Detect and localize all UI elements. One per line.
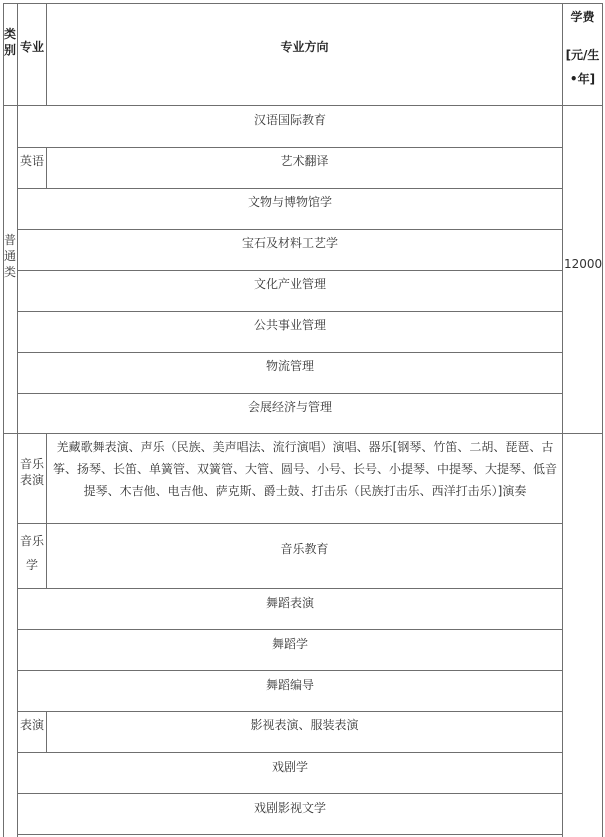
table-right-border <box>602 3 603 837</box>
direction-cell: 舞蹈表演 <box>265 596 314 610</box>
table-left-border <box>3 3 4 837</box>
direction-cell: 音乐教育 <box>280 542 329 556</box>
row-divider <box>17 834 562 835</box>
header-fee-unit-1: [元/生 <box>565 48 600 62</box>
section-divider <box>3 433 603 434</box>
row-divider <box>17 523 562 524</box>
row-divider <box>17 188 562 189</box>
major-performance: 表演 <box>20 718 45 732</box>
direction-cell: 公共事业管理 <box>253 318 326 332</box>
row-divider <box>17 270 562 271</box>
direction-cell: 艺术翻译 <box>280 154 329 168</box>
direction-cell: 会展经济与管理 <box>247 400 332 414</box>
major-english: 英语 <box>20 154 45 168</box>
row-divider <box>17 229 562 230</box>
header-fee-title: 学费 <box>570 10 595 24</box>
header-fee-unit-2: •年] <box>569 72 596 86</box>
direction-cell: 文化产业管理 <box>253 277 326 291</box>
row-divider <box>17 793 562 794</box>
direction-cell: 物流管理 <box>265 359 314 373</box>
row-divider <box>17 670 562 671</box>
row-divider <box>17 752 562 753</box>
row-divider <box>17 393 562 394</box>
row-divider <box>17 147 562 148</box>
header-category: 类别 <box>4 27 17 57</box>
row-divider <box>17 711 562 712</box>
direction-music-performance: 羌藏歌舞表演、声乐（民族、美声唱法、流行演唱）演唱、器乐[钢琴、竹笛、二胡、琵琶、古筝、扬琴、长笛、单簧管、双簧管、大管、圆号、小号、长号、小提琴、中提琴、大提琴、低音提琴、木吉他、电吉他、萨克斯、爵士鼓、打击乐（民族打击乐、西洋打击乐）]演奏 <box>52 440 557 498</box>
music-major-divider <box>46 433 47 588</box>
row-divider <box>17 352 562 353</box>
direction-cell: 宝石及材料工艺学 <box>241 236 338 250</box>
direction-cell: 舞蹈学 <box>271 637 308 651</box>
direction-cell: 影视表演、服装表演 <box>250 718 359 732</box>
header-major: 专业 <box>20 40 45 54</box>
header-direction: 专业方向 <box>280 40 329 54</box>
direction-cell: 汉语国际教育 <box>253 113 326 127</box>
table-top-border <box>3 3 603 4</box>
row-divider <box>17 311 562 312</box>
row-divider <box>17 629 562 630</box>
direction-cell: 文物与博物馆学 <box>247 195 332 209</box>
direction-cell: 戏剧影视文学 <box>253 801 326 815</box>
direction-cell: 舞蹈编导 <box>265 678 314 692</box>
fee-column-divider <box>562 3 563 837</box>
category-general: 普通类 <box>4 233 17 279</box>
major-music-performance: 音乐表演 <box>20 457 45 487</box>
major-column-divider-header <box>46 3 47 105</box>
major-musicology: 音乐学 <box>19 534 44 572</box>
row-divider <box>17 588 562 589</box>
fee-general: 12000 <box>564 257 603 271</box>
header-divider <box>3 105 603 106</box>
direction-cell: 戏剧学 <box>271 760 308 774</box>
